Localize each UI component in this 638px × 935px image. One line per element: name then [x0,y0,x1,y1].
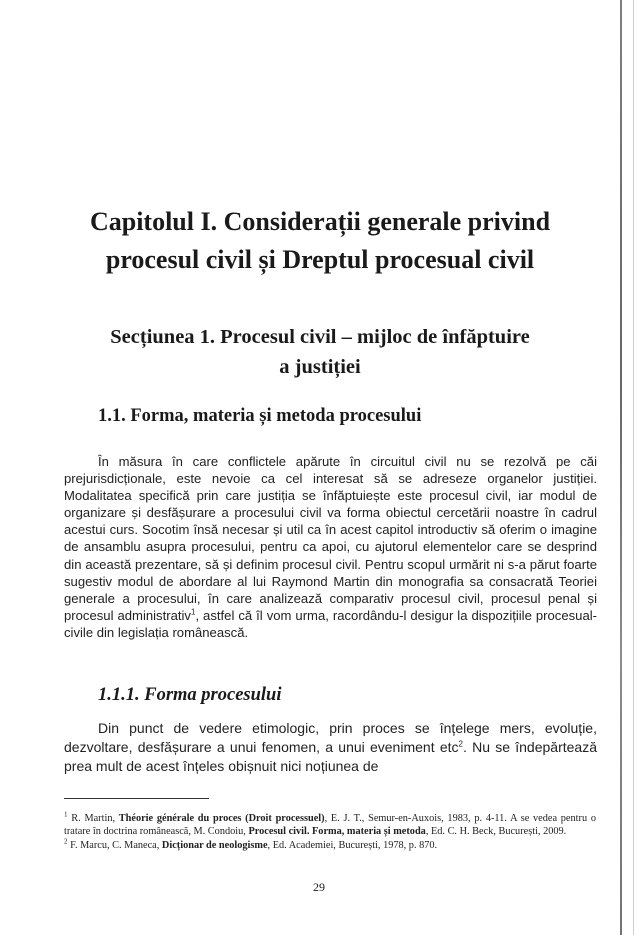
footnote-mark: 2 [64,837,68,846]
footnote-2 [64,839,596,852]
chapter-title-line1: Capitolul I. Considerații generale privind [89,207,551,236]
paragraph-2-text-end: . Nu se îndepărtează prea mult de acest înțeles obișnuit nici noțiunea de [64,739,597,774]
paragraph-1-text-end: , astfel că îl vom urma, racordându-l desigur la dispozițiile procesual-civile din legislația românească. [64,607,597,640]
footnote-mark: 1 [64,810,68,819]
footnote-author: R. Martin, [67,813,119,824]
footnote-ref-1: 1 [190,607,196,617]
footnotes [64,812,596,852]
chapter-title [40,203,600,279]
paragraph-1 [64,453,597,641]
subsubsection-title: 1.1.1. Forma procesului [98,685,282,705]
subsection-title: 1.1. Forma, materia și metoda procesului [98,406,422,426]
section-title [40,322,600,382]
footnote-text: , E. J. T., Semur-en-Auxois, 1983, p. 4-11. A se vedea pentru o tratare în doctrina românească, M. Condoiu, [64,813,596,838]
footnote-title: Dicționar de neologisme [161,839,268,851]
page-edge-shadow [620,0,622,935]
footnote-text: , Ed. Academiei, București, 1978, p. 870. [267,839,438,851]
footnote-author: F. Marcu, C. Maneca, [67,839,162,851]
footnote-ref-2: 2 [458,739,463,749]
chapter-title-line2: procesul civil și Dreptul procesual civil [105,245,535,274]
page-number: 29 [313,880,325,894]
footnote-title: Théorie générale du proces (Droit processuel) [118,813,325,824]
section-title-line1: Secțiunea 1. Procesul civil – mijloc de înfăptuire [110,326,530,348]
paragraph-1-text: În măsura în care conflictele apărute în circuitul civil nu se rezolvă pe căi prejurisdicționale, este nevoie ca cel interesat să se adreseze organelor justiției. Modalitatea specifică prin care justiția se înfăptuiește este procesul civil, iar modul de organizare și desfășurare a procesului civil va forma obiectul cercetării noastre în cadrul acestui curs. Socotim însă necesar și util ca în acest capitol introductiv să oferim o imagine de ansamblu asupra procesului, pentru ca apoi, cu ajutorul elementelor care se desprind din această prezentare, să și definim procesul civil. Pentru scopul urmărit ni s-a părut foarte sugestiv modul de abordare al lui Raymond Martin din monografia sa consacrată Teoriei generale a procesului, în care analizează comparativ procesul civil, procesul penal și procesul administrativ [64,454,597,623]
paragraph-2 [64,719,597,776]
footnote-1 [64,812,596,839]
section-title-line2: a justiției [279,356,361,378]
footnote-title-2: Procesul civil. Forma, materia și metoda [248,826,426,838]
page-edge-line [633,0,634,935]
paragraph-2-text: Din punct de vedere etimologic, prin proces se înțelege mers, evoluție, dezvoltare, desfășurare a unui fenomen, a unui eveniment etc [64,720,597,755]
footnote-text-2: , Ed. C. H. Beck, București, 2009. [425,826,567,838]
footnote-separator [64,798,209,799]
